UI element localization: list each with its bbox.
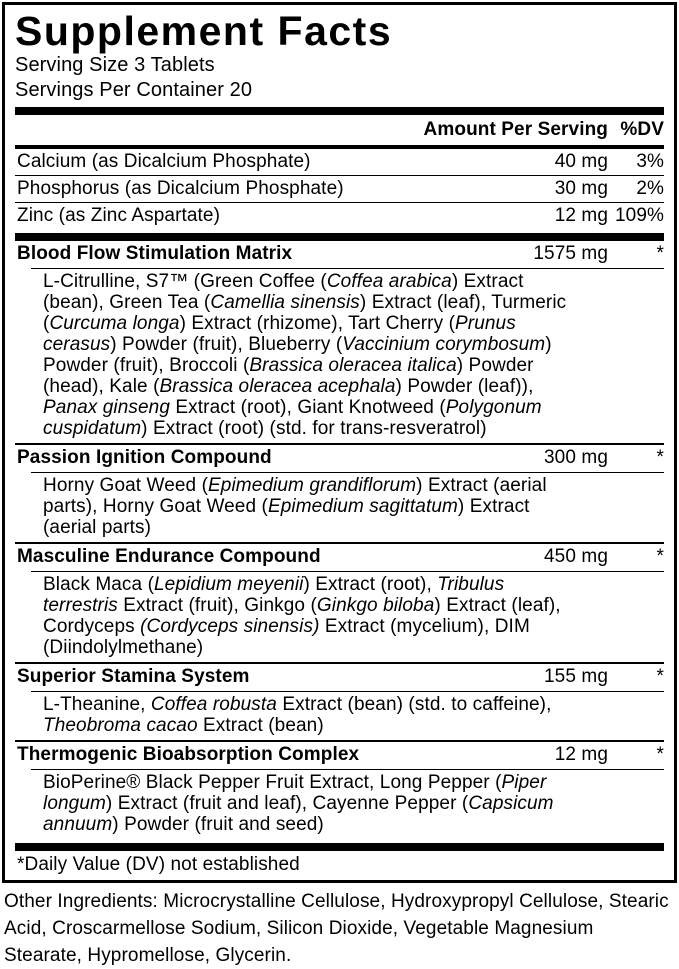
mineral-name: Phosphorus (as Dicalcium Phosphate)	[17, 178, 344, 199]
mineral-amount: 40 mg	[554, 151, 608, 172]
daily-value-footnote: *Daily Value (DV) not established	[17, 854, 300, 875]
blend-dv: *	[656, 666, 664, 687]
blend-dv: *	[656, 447, 664, 468]
blend-section	[15, 443, 664, 542]
blend-header-rule	[31, 691, 664, 692]
blend-ingredients: L-Theanine, Coffea robusta Extract (bean) (std. to caffeine), Theobroma cacao Extract (bean)	[43, 694, 552, 736]
blend-name: Blood Flow Stimulation Matrix	[17, 243, 293, 264]
blend-amount: 12 mg	[554, 744, 608, 765]
mineral-dv: 3%	[636, 151, 664, 172]
amount-per-serving-header: Amount Per Serving	[423, 119, 608, 140]
blend-section	[15, 542, 664, 662]
blend-header-row	[15, 445, 664, 472]
blend-header-rule	[31, 472, 664, 473]
serving-size-text: Serving Size 3 Tablets	[15, 54, 215, 76]
mineral-row	[15, 175, 664, 202]
mineral-name: Calcium (as Dicalcium Phosphate)	[17, 151, 311, 172]
mineral-name: Zinc (as Zinc Aspartate)	[17, 205, 221, 226]
mineral-amount: 12 mg	[554, 205, 608, 226]
page-title: Supplement Facts	[15, 8, 393, 54]
blend-header-row	[15, 742, 664, 769]
blend-ingredients: Black Maca (Lepidium meyenii) Extract (root), Tribulus terrestris Extract (fruit), Ginkgo (Ginkgo biloba) Extract (leaf), Cordyceps (Cordyceps sinensis) Extract (mycelium), DIM (Diindolylmethane)	[43, 574, 561, 658]
mineral-row	[15, 202, 664, 229]
blend-name: Passion Ignition Compound	[17, 447, 272, 468]
servings-per-container-text: Servings Per Container 20	[15, 79, 253, 101]
percent-dv-header: %DV	[620, 119, 664, 140]
blend-ingredients: BioPerine® Black Pepper Fruit Extract, Long Pepper (Piper longum) Extract (fruit and leaf), Cayenne Pepper (Capsicum annuum) Powder (fruit and seed)	[43, 772, 554, 835]
blends-list	[15, 241, 664, 839]
blend-header-row	[15, 664, 664, 691]
thick-rule-footnote	[15, 843, 664, 851]
blend-header-rule	[31, 268, 664, 269]
mineral-dv: 2%	[636, 178, 664, 199]
blend-name: Superior Stamina System	[17, 666, 250, 687]
blend-amount: 450 mg	[544, 546, 608, 567]
mineral-row	[15, 149, 664, 175]
blend-name: Masculine Endurance Compound	[17, 546, 321, 567]
blend-section	[15, 662, 664, 740]
thick-rule-top	[15, 107, 664, 115]
column-header-row	[15, 115, 664, 145]
minerals-list	[15, 149, 664, 229]
supplement-facts-panel	[2, 2, 677, 883]
blend-ingredients: Horny Goat Weed (Epimedium grandiflorum) Extract (aerial parts), Horny Goat Weed (Epimedium sagittatum) Extract (aerial parts)	[43, 475, 547, 538]
blend-header-rule	[31, 571, 664, 572]
blend-amount: 300 mg	[544, 447, 608, 468]
blend-amount: 1575 mg	[533, 243, 608, 264]
other-ingredients-text: Other Ingredients: Microcrystalline Cellulose, Hydroxypropyl Cellulose, Stearic Acid, Croscarmellose Sodium, Silicon Dioxide, Vegetable Magnesium Stearate, Hypromellose, Glycerin.	[4, 891, 669, 966]
blend-header-row	[15, 544, 664, 571]
mineral-dv: 109%	[615, 205, 664, 226]
mineral-amount: 30 mg	[554, 178, 608, 199]
blend-dv: *	[656, 243, 664, 264]
blend-section	[15, 241, 664, 443]
blend-name: Thermogenic Bioabsorption Complex	[17, 744, 360, 765]
blend-dv: *	[656, 546, 664, 567]
blend-ingredients: L-Citrulline, S7™ (Green Coffee (Coffea arabica) Extract (bean), Green Tea (Camellia sinensis) Extract (leaf), Turmeric (Curcuma longa) Extract (rhizome), Tart Cherry (Prunus cerasus) Powder (fruit), Blueberry (Vaccinium corymbosum) Powder (fruit), Broccoli (Brassica oleracea italica) Powder (head), Kale (Brassica oleracea acephala) Powder (leaf)), Panax ginseng Extract (root), Giant Knotweed (Polygonum cuspidatum) Extract (root) (std. for trans-resveratrol)	[43, 271, 567, 439]
blend-dv: *	[656, 744, 664, 765]
blend-amount: 155 mg	[544, 666, 608, 687]
blend-section	[15, 740, 664, 839]
thick-rule-minerals	[15, 233, 664, 241]
blend-header-row	[15, 241, 664, 268]
blend-header-rule	[31, 769, 664, 770]
